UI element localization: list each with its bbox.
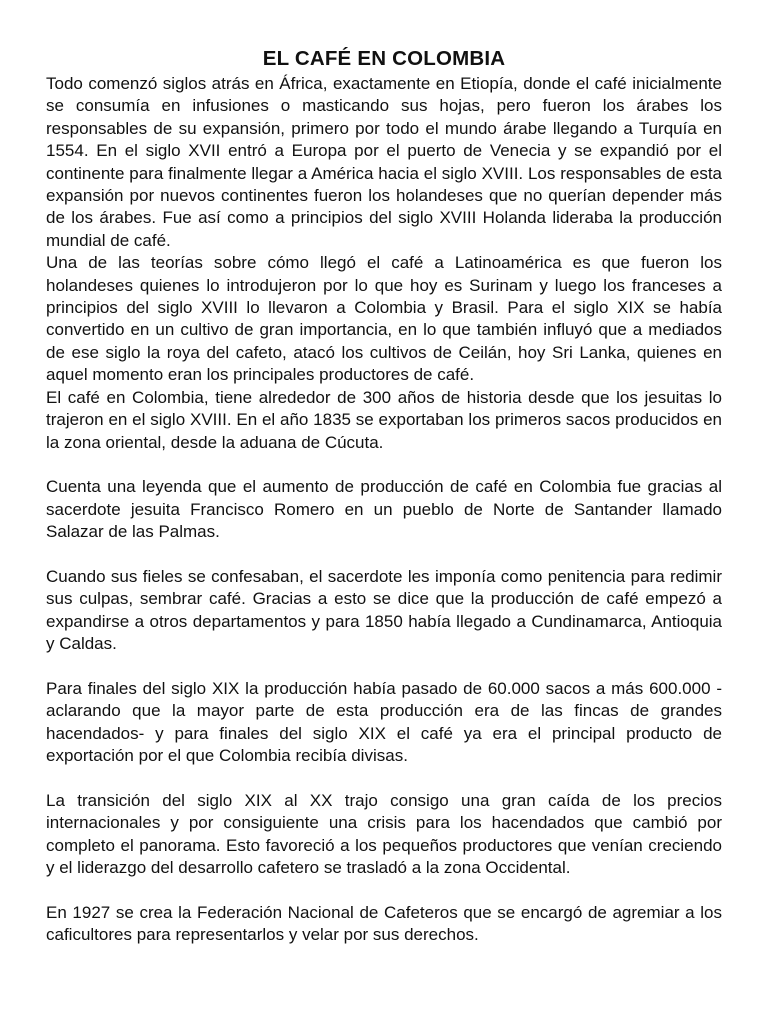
paragraph-leyenda: Cuenta una leyenda que el aumento de producción de café en Colombia fue gracias al sacerdote jesuita Francisco Romero en un pueblo de Norte de Santander llamado Salazar de las Palmas. [46,477,722,542]
document-title: EL CAFÉ EN COLOMBIA [262,47,506,70]
paragraph-federacion: En 1927 se crea la Federación Nacional de Cafeteros que se encargó de agremiar a los caficultores para representarlos y velar por sus derechos. [46,902,722,945]
paragraph-penitencia: Cuando sus fieles se confesaban, el sacerdote les imponía como penitencia para redimir sus culpas, sembrar café. Gracias a esto se dice que la producción de café empezó a expandirse a otros departamentos y para 1850 había llegado a Cundinamarca, Antioquia y Caldas. [46,566,722,654]
paragraph-latinoamerica: Una de las teorías sobre cómo llegó el café a Latinoamérica es que fueron los holandeses quienes lo introdujeron por lo que hoy es Surinam y luego los franceses a principios del siglo XVIII lo llevaron a Colombia y Brasil. Para el siglo XIX se había convertido en un cultivo de gran importancia, en lo que también influyó que a mediados de ese siglo la roya del cafeto, atacó los cultivos de Ceilán, hoy Sri Lanka, quienes en aquel momento eran los principales productores de café. [46,253,722,385]
paragraph-produccion-siglo-xix: Para finales del siglo XIX la producción había pasado de 60.000 sacos a más 600.000 -aclarando que la mayor parte de esta producción era de las fincas de grandes hacendados- y para finales del siglo XIX el café ya era el principal producto de exportación por el que Colombia recibía divisas. [46,678,722,766]
paragraph-cafe-colombia: El café en Colombia, tiene alrededor de 300 años de historia desde que los jesuitas lo trajeron en el siglo XVIII. En el año 1835 se exportaban los primeros sacos producidos en la zona oriental, desde la aduana de Cúcuta. [46,387,722,452]
paragraph-origin-africa: Todo comenzó siglos atrás en África, exactamente en Etiopía, donde el café inicialmente se consumía en infusiones o masticando sus hojas, pero fueron los árabes los responsables de su expansión, primero por todo el mundo árabe llegando a Turquía en 1554. En el siglo XVII entró a Europa por el puerto de Venecia y se expandió por el continente para finalmente llegar a América hacia el siglo XVIII. Los responsables de esta expansión por nuevos continentes fueron los holandeses que no querían depender más de los árabes. Fue así como a principios del siglo XVIII Holanda lideraba la producción mundial de café. [46,74,722,250]
document-page [46,45,722,947]
paragraph-transicion: La transición del siglo XIX al XX trajo consigo una gran caída de los precios internacionales y por consiguiente una crisis para los hacendados que cambió por completo el panorama. Esto favoreció a los pequeños productores que venían creciendo y el liderazgo del desarrollo cafetero se trasladó a la zona Occidental. [46,790,722,878]
